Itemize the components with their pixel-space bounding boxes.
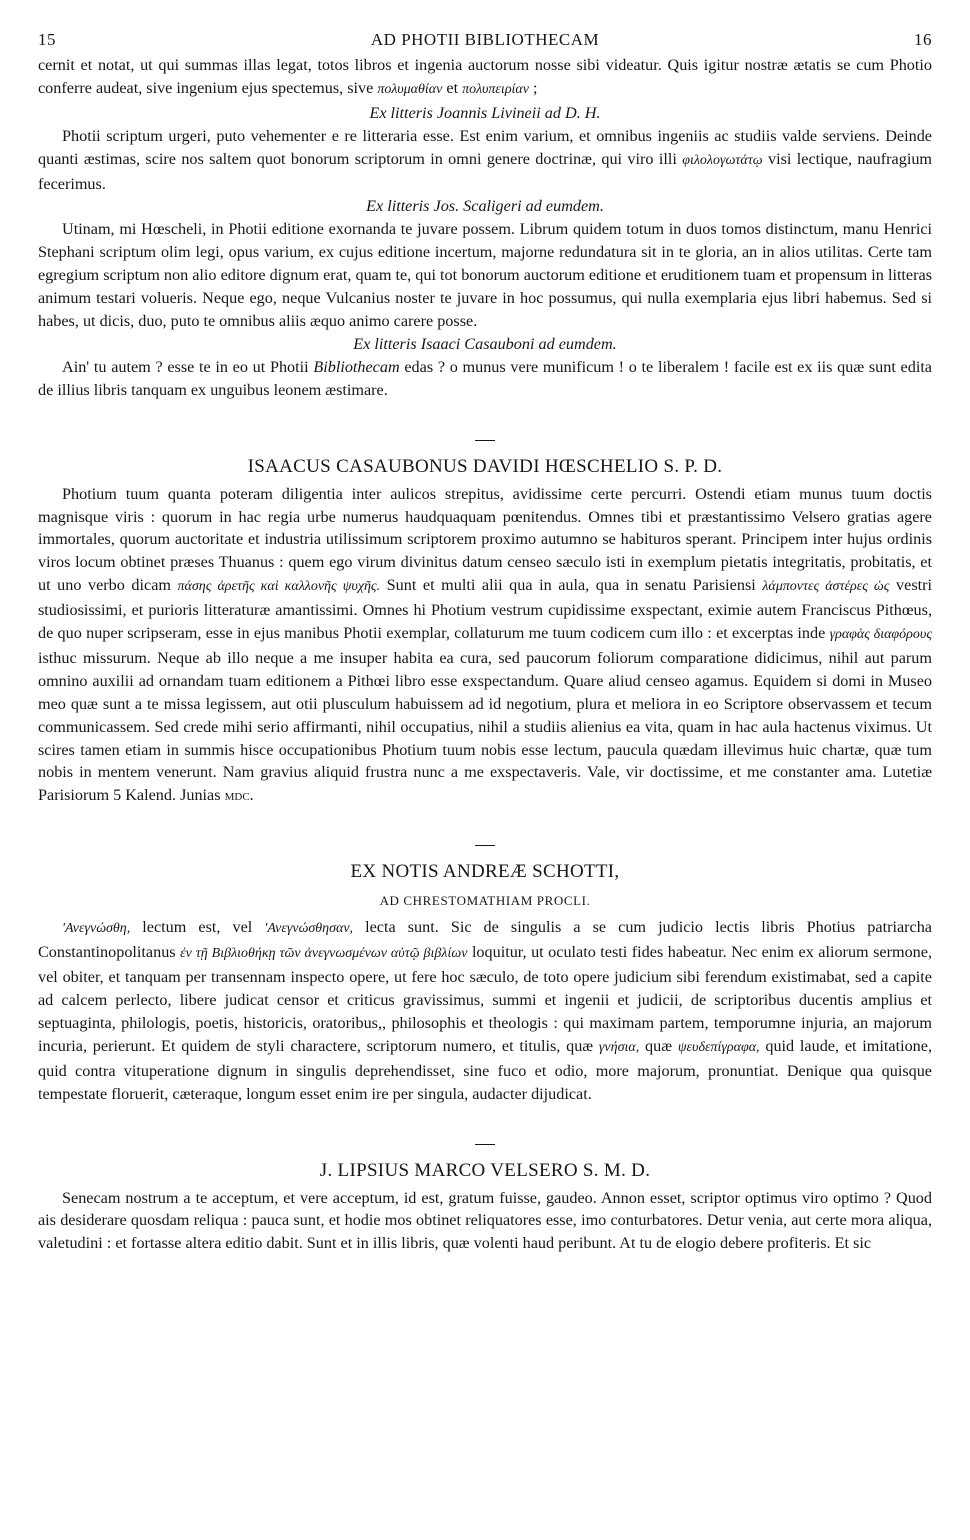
section-divider bbox=[475, 1144, 495, 1145]
letter-source-scaliger: Ex litteris Jos. Scaligeri ad eumdem. bbox=[366, 197, 604, 216]
letter-lipsius-body: Senecam nostrum a te acceptum, et vere acceptum, id est, gratum fuisse, gaudeo. Annon esset, scriptor optimus viro optimo ? Quod ais desiderare quosdam reliqua : pauca sunt, et hodie mos obtinet reliquatores esse, imo conturbatores. Detur venia, aut certe mora aliqua, valetudini : et fortasse altera editio dabit. Sunt et in illis libris, quæ volenti haud peribunt. At tu de elogio debere profiteris. Et sic bbox=[38, 1188, 932, 1253]
greek-text: λάμποντες ἀστέρες ὡς bbox=[762, 579, 890, 595]
greek-text: πολυμαθίαν bbox=[377, 81, 443, 97]
section-subheading-schottus: AD CHRESTOMATHIAM PROCLI. bbox=[379, 893, 591, 909]
letter-casaubon-body: Photium tuum quanta poteram diligentia inter aulicos strepitus, avidissime certe percurri. Ostendi etiam munus tuum doctis magnisque viris : quorum in hac regia urbe numerus haudquaquam pœnitendus. Omnes tibi et præstantissimo Velsero gratias agere immortales, quorum auctoritate et industria utilissimum scriptorem proximo autumno se habituros sperant. Principem inter hujus ordinis viros locum obtinet præses Thuanus : quem ego virum divinitus datum censeo sæculo isti in exemplum pietatis integritatis, probitatis, et ut uno verbo dicam πάσης ἀρετῆς καὶ καλλονῆς ψυχῆς. Sunt et multi alii qua in aula, qua in senatu Parisiensi λάμποντες ἀστέρες ὡς vestri studiosissimi, et purioris litteraturæ amantissimi. Omnes hi Photium vestrum cupidissime exspectant, eximie autem Franciscus Pithœus, de quo nuper scripseram, esse in ejus manibus Photii exemplar, collaturum me tuum codicem cum illo : et excerptas inde γραφὰς διαφόρους isthuc missurum. Neque ab illo neque a me insuper habita ea cura, sed paucorum foliorum comparatione didicimus, nihil aut parum omnino auxilii ad ornandam tuam editionem a Pithœi libro esse exspectandum. Quare aliud censeo agamus. Equidem si domi in Museo meo quæ sunt a te missa legissem, aut otii plusculum habuissem ad id negotium, plura et meliora in eo Scriptore observassem et tecum communicassem. Sed crede mihi serio affirmanti, nihil occupatius, nihil a studiis alienius ea vita, quam in hac aula hactenus viximus. Ut scires tamen etiam in summis hisce occupationibus Photium tuum nobis esse lectum, paucula quædam illevimus huic chartæ, quæ tum nobis in mentem venerunt. Nam gravius aliquid frustra nunc a me exspectaveris. Vale, vir doctissime, et me constanter ama. Lutetiæ Parisiorum 5 Kalend. Junias mdc. bbox=[38, 484, 933, 805]
notes-schottus-body: 'Ανεγνώσθη, lectum est, vel 'Ανεγνώσθησαν, lecta sunt. Sic de singulis a se cum judicio lectis libris Photius patriarcha Constantinopolitanus ἐν τῇ Βιβλιοθήκῃ τῶν ἀνεγνωσμένων αὐτῷ βιβλίων loquitur, ut oculato testi fides habeatur. Nec enim ex aliorum sermone, vel obiter, et tanquam per transennam inspecto opere, ut fere hoc sæculo, de toto opere judicium sibi ferendum existimabat, sed a capite ad calcem perlecto, libere judicat censor et criticus gravissimus, summi et ingenii et judicii, de scriptoribus ducentis amplius et septuaginta, philologis, poetis, historicis, oratoribus,, philosophis et theologis : qui maximam partem, temporumne injuria, an majorum incuria, perierunt. Et quidem de styli charactere, scriptorum numero, et titulis, quæ γνήσια, quæ ψευδεπίγραφα, quid laude, et imitatione, quid contra vituperatione dignum in singulis deprehendisset, sine fuco et odio, more majorum, pronuntiat. Denique qua quisque tempestate floruerit, cæteraque, longum esset enim ire per singula, audacter dijudicat. bbox=[38, 918, 933, 1103]
greek-text: φιλολογωτάτῳ bbox=[682, 152, 763, 168]
page bbox=[38, 26, 932, 1255]
greek-text: γραφὰς διαφόρους bbox=[829, 627, 933, 643]
section-divider bbox=[475, 440, 495, 441]
greek-text: γνήσια, bbox=[598, 1039, 640, 1055]
paragraph-casaubon-2: Ain' tu autem ? esse te in eo ut Photii Bibliothecam edas ? o munus vere munificum ! o te liberalem ! facile est ex iis quæ sunt edita de illius libris tanquam ex unguibus leonem æstimare. bbox=[38, 357, 932, 399]
greek-text: πάσης ἀρετῆς καὶ καλλονῆς ψυχῆς. bbox=[177, 579, 381, 595]
letter-source-casaubon: Ex litteris Isaaci Casauboni ad eumdem. bbox=[353, 334, 617, 353]
greek-text: ἐν τῇ Βιβλιοθήκῃ τῶν ἀνεγνωσμένων αὐτῷ βιβλίων bbox=[180, 946, 468, 962]
page-number-right: 16 bbox=[914, 30, 932, 49]
paragraph-casaubon-1: Utinam, mi Hœscheli, in Photii editione exornanda te juvare possem. Librum quidem totum in duos tomos distinctum, manu Henrici Stephani scriptum olim legi, opus varium, ex cujus editione incertum, majorne redundatura sit in te gloria, an in alios utilitas. Certe tam egregium scriptum non alio editore dignum erat, quam te, qui tot bonorum auctorum editione et eruditionem tuam et propensum in litteras animum testari volueris. Neque ego, neque Vulcanius noster te juvare in hoc possumus, qui nulla exemplaria ejus libri habemus. Sed si habes, ut dicis, duo, puto te omnibus aliis æquo animo carere posse. bbox=[38, 220, 932, 330]
greek-text: ψευδεπίγραφα, bbox=[677, 1039, 760, 1055]
section-heading-casaubon: ISAACUS CASAUBONUS DAVIDI HŒSCHELIO S. P. D. bbox=[247, 455, 723, 477]
greek-text: 'Ανεγνώσθησαν, bbox=[264, 921, 354, 937]
page-number-left: 15 bbox=[38, 30, 56, 49]
section-heading-lipsius: J. LIPSIUS MARCO VELSERO S. M. D. bbox=[319, 1159, 651, 1181]
letter-source-livineius: Ex litteris Joannis Livineii ad D. H. bbox=[369, 103, 601, 122]
section-heading-schottus: EX NOTIS ANDREÆ SCHOTTI, bbox=[350, 861, 620, 883]
greek-text: πολυπειρίαν bbox=[462, 81, 529, 97]
book-title: Bibliothecam bbox=[313, 357, 400, 376]
running-title: AD PHOTII BIBLIOTHECAM bbox=[370, 30, 600, 49]
running-head bbox=[38, 26, 932, 54]
date-year: mdc. bbox=[224, 786, 254, 805]
paragraph-livineius: cernit et notat, ut qui summas illas legat, totos libros et ingenia auctorum nosse sibi videatur. Quis igitur nostræ ætatis se cum Photio conferre audeat, sive ingenium ejus spectemus, sive πολυμαθίαν et πολυπειρίαν ; bbox=[38, 56, 932, 97]
paragraph-scaliger: Photii scriptum urgeri, puto vehementer e re litteraria esse. Est enim varium, et omnibus ingeniis ac studiis valde serviens. Deinde quanti æstimas, scire nos saltem quot bonorum scriptorum in omni genere doctrinæ, qui viro illi φιλολογωτάτῳ visi lectique, naufragium fecerimus. bbox=[38, 126, 933, 193]
greek-text: 'Ανεγνώσθη, bbox=[62, 921, 131, 937]
section-divider bbox=[475, 845, 495, 846]
